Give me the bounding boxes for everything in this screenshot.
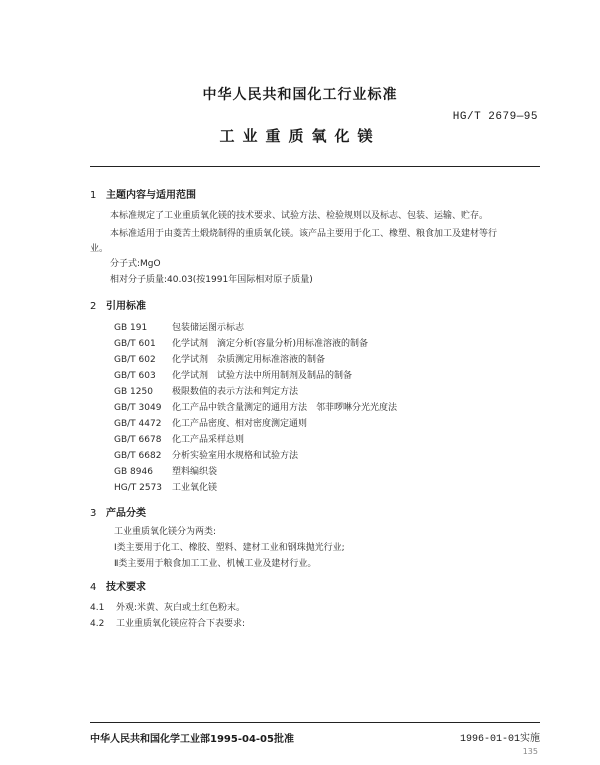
item-text: 工业重质氧化镁应符合下表要求: (116, 619, 246, 629)
ref-title: 化工产品采样总则 (172, 435, 245, 445)
ref-item (114, 464, 217, 477)
section-number: 3 (90, 508, 97, 519)
section-title: 技术要求 (106, 582, 146, 593)
ref-item (114, 400, 397, 413)
ref-item (114, 480, 217, 493)
ref-title: 化工产品中铁含量测定的通用方法 邻菲啰啉分光光度法 (172, 403, 398, 413)
s1-para1: 本标准规定了工业重质氧化镁的技术要求、试验方法、检验规则以及标志、包装、运输、贮存。 (110, 211, 489, 221)
s1-para2-line2: 业。 (90, 244, 109, 254)
ref-code: GB 1250 (114, 387, 153, 397)
org-title: 中华人民共和国化工行业标准 (202, 87, 398, 103)
section-title: 主题内容与适用范围 (106, 190, 196, 201)
section-3-heading (90, 504, 146, 519)
ref-item (114, 448, 298, 461)
approval-line: 中华人民共和国化学工业部1995-04-05批准 (90, 734, 294, 745)
footer-divider (90, 722, 540, 723)
implementation-date: 1996-01-01实施 (459, 734, 540, 745)
item-number: 4.2 (90, 619, 105, 629)
ref-code: GB/T 4472 (114, 419, 162, 429)
s3-intro: 工业重质氧化镁分为两类: (114, 527, 217, 537)
standard-code: HG/T 2679—95 (452, 111, 538, 123)
s3-type2: Ⅱ类主要用于粮食加工工业、机械工业及建材行业。 (114, 559, 317, 569)
s4-item1 (90, 600, 245, 613)
ref-code: GB/T 601 (114, 339, 156, 349)
ref-item (114, 352, 325, 365)
item-number: 4.1 (90, 603, 105, 613)
ref-title: 化学试剂 滴定分析(容量分析)用标准溶液的制备 (172, 339, 369, 349)
ref-title: 化工产品密度、相对密度测定通则 (172, 419, 308, 429)
ref-title: 工业氧化镁 (172, 483, 218, 493)
doc-title: 工业重质氧化镁 (219, 127, 381, 145)
page-number: 135 (522, 747, 538, 756)
section-1-heading (90, 186, 196, 201)
ref-item (114, 384, 298, 397)
section-title: 产品分类 (106, 508, 146, 519)
s4-item2 (90, 616, 245, 629)
ref-code: GB/T 603 (114, 371, 156, 381)
ref-code: GB/T 6678 (114, 435, 162, 445)
header-divider (90, 166, 540, 167)
ref-item (114, 336, 368, 349)
s1-para2-line1: 本标准适用于由菱苦土煅烧制得的重质氧化镁。该产品主要用于化工、橡塑、粮食加工及建材等行 (110, 229, 498, 239)
ref-title: 极限数值的表示方法和判定方法 (172, 387, 299, 397)
ref-title: 分析实验室用水规格和试验方法 (172, 451, 299, 461)
ref-item (114, 368, 352, 381)
section-title: 引用标准 (106, 301, 146, 312)
ref-item (114, 416, 307, 429)
ref-code: GB/T 6682 (114, 451, 162, 461)
ref-code: GB/T 602 (114, 355, 156, 365)
ref-title: 化学试剂 杂质测定用标准溶液的制备 (172, 355, 326, 365)
s1-formula: 分子式:MgO (110, 259, 161, 269)
section-4-heading (90, 578, 146, 593)
ref-item (114, 320, 244, 333)
s1-mass: 相对分子质量:40.03(按1991年国际相对原子质量) (110, 275, 313, 285)
ref-code: GB 8946 (114, 467, 153, 477)
section-number: 2 (90, 301, 97, 312)
ref-code: HG/T 2573 (114, 483, 163, 493)
ref-title: 化学试剂 试验方法中所用制剂及制品的制备 (172, 371, 353, 381)
section-2-heading (90, 297, 146, 312)
s3-type1: Ⅰ类主要用于化工、橡胶、塑料、建材工业和钢珠抛光行业; (114, 543, 345, 553)
ref-title: 塑料编织袋 (172, 467, 218, 477)
section-number: 1 (90, 190, 97, 201)
ref-item (114, 432, 244, 445)
ref-code: GB/T 3049 (114, 403, 162, 413)
section-number: 4 (90, 582, 97, 593)
ref-title: 包装储运图示标志 (172, 323, 245, 333)
item-text: 外观:米黄、灰白或土红色粉末。 (116, 603, 246, 613)
ref-code: GB 191 (114, 323, 148, 333)
